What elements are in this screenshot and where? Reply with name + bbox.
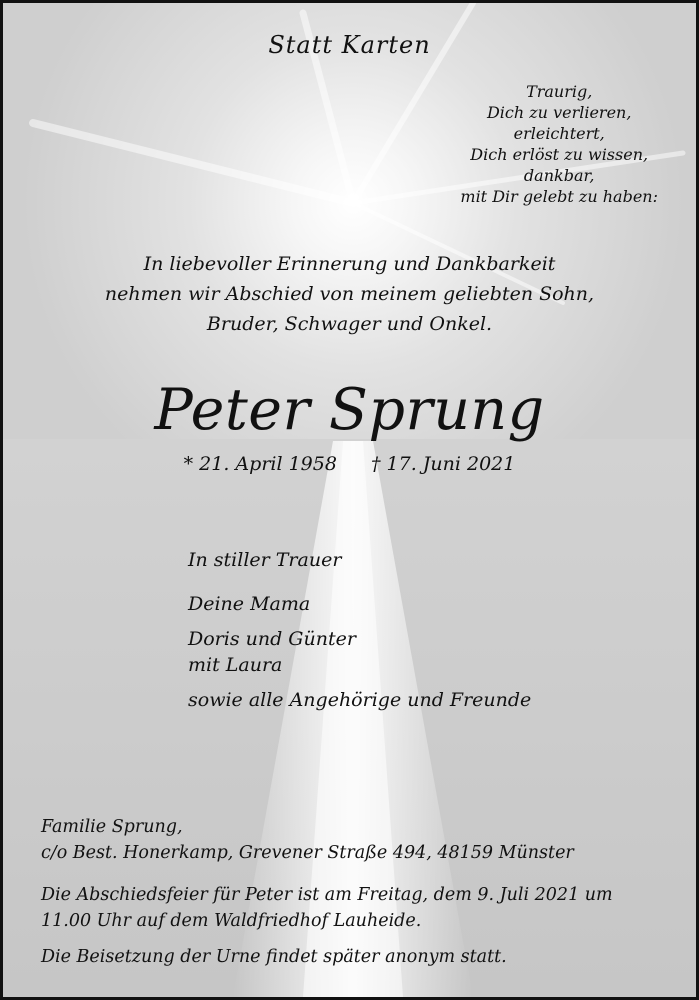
life-dates [3,453,696,475]
poem-line: Dich erlöst zu wissen, [470,145,649,164]
poem-line: erleichtert, [513,124,605,143]
ceremony-line: Die Abschiedsfeier für Peter ist am Freitag, dem 9. Juli 2021 um [41,885,613,905]
intro-line: In liebevoller Erinnerung und Dankbarkeit [143,253,556,275]
deceased-name: Peter Sprung [154,377,545,443]
mourner-line: Deine Mama [188,593,311,615]
intro-line: nehmen wir Abschied von meinem geliebten Sohn, [104,283,595,305]
intro-text [3,249,696,339]
ceremony-line: 11.00 Uhr auf dem Waldfriedhof Lauheide. [41,911,422,931]
death-date: † 17. Juni 2021 [371,453,516,475]
mourning-opening: In stiller Trauer [188,549,342,571]
intro-line: Bruder, Schwager und Onkel. [206,313,493,335]
poem-line: Traurig, [526,82,593,101]
birth-date: * 21. April 1958 [183,453,337,475]
poem [460,81,658,207]
poem-line: mit Dir gelebt zu haben: [460,187,658,206]
mourner-line: mit Laura [188,654,283,676]
mourner-line: Doris und Günter [188,628,356,650]
notice-heading: Statt Karten [268,31,431,59]
mourner-line: sowie alle Angehörige und Freunde [188,689,532,711]
poem-line: Dich zu verlieren, [486,103,632,122]
poem-line: dankbar, [523,166,595,185]
burial-note: Die Beisetzung der Urne findet später anonym statt. [41,947,507,967]
family-address: c/o Best. Honerkamp, Grevener Straße 494, 48159 Münster [41,843,574,863]
family-name: Familie Sprung, [41,817,183,837]
